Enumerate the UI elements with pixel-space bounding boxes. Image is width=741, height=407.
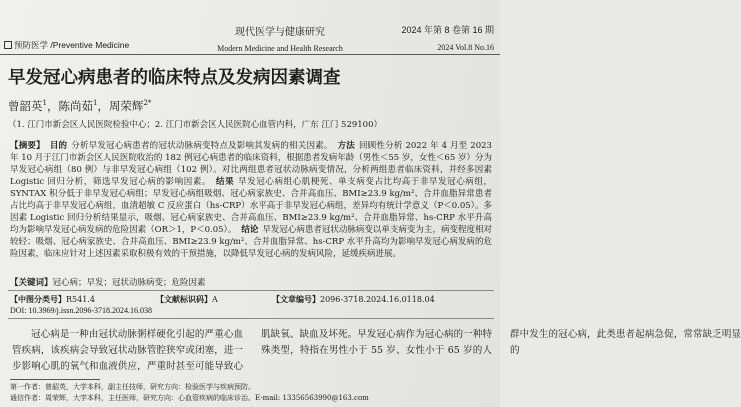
author-affiliation-mark: 2* <box>143 99 152 107</box>
article-title: 早发冠心病患者的临床特点及发病因素调查 <box>8 68 341 88</box>
document-code-label: 【文献标识码】 <box>156 295 212 304</box>
author-name: 陈尚茹 <box>58 99 93 113</box>
keywords-text: 冠心病；早发；冠状动脉病变；危险因素 <box>52 278 206 288</box>
keywords <box>10 276 206 288</box>
footnote-first-author: 第一作者：曾韶英，大学本科，副主任技师，研究方向：检验医学与疾病预防。 <box>10 383 255 391</box>
header-rule <box>0 54 500 55</box>
abstract-text-conclusion: 早发冠心病患者冠状动脉病变以单支病变为主，病变程度相对较轻；吸烟、冠心病家族史、合并高血压、BMI≥23.9 kg/m²、合并血脂异常、hs-CRP 水平升高均为影响早发冠心病发病的危险因素，临床应针对上述因素采取积极有效的干预措施，以降低早发冠心病的发病风险，延缓疾病进展。 <box>10 225 492 259</box>
abstract-text-objective: 分析早发冠心病患者的冠状动脉病变特点及影响其发病的相关因素。 <box>71 141 333 151</box>
author-name: 周荣辉 <box>108 99 144 113</box>
clc-number <box>10 294 95 305</box>
author-affiliation-mark: 1 <box>92 99 98 107</box>
section-name: 预防医学 /Preventive Medicine <box>14 40 130 50</box>
journal-name <box>180 23 380 53</box>
footnote-rule <box>10 379 100 380</box>
journal-name-en: Modern Medicine and Health Research <box>217 44 343 53</box>
document-code-value: A <box>212 295 218 304</box>
square-marker-icon <box>4 41 12 49</box>
article-number <box>272 294 435 305</box>
author-affiliation-mark: 1 <box>42 99 47 107</box>
classification-row <box>10 294 494 305</box>
clc-label: 【中图分类号】 <box>10 295 66 304</box>
abstract-heading-objective: 目的 <box>49 141 68 151</box>
author-list <box>8 98 151 114</box>
journal-name-cn: 现代医学与健康研究 <box>235 27 325 38</box>
abstract-heading-results: 结果 <box>216 177 235 187</box>
clc-value: R541.4 <box>66 295 95 304</box>
document-code <box>156 294 218 305</box>
issue-info-cn: 2024 年第 8 卷第 16 期 <box>401 25 494 35</box>
doi: DOI: 10.3969/j.issn.2096-3718.2024.16.038 <box>10 306 152 315</box>
abstract-heading-conclusion: 结论 <box>241 225 259 235</box>
footnote-corresponding-author: 通信作者：周荣辉，大学本科，主任医师，研究方向：心血管疾病的临床诊治。E-mail: 13356563990@163.com <box>10 393 369 402</box>
article-number-label: 【文章编号】 <box>272 295 320 304</box>
keywords-label: 【关键词】 <box>10 278 53 288</box>
affiliation: （1. 江门市新会区人民医院检验中心；2. 江门市新会区人民医院心血管内科，广东 江门 529100） <box>8 120 382 130</box>
author-name: 曾韶英 <box>8 99 43 113</box>
author-separator: ， <box>46 99 59 113</box>
issue-info <box>401 23 494 52</box>
abstract-text-methods: 回顾性分析 2022 年 4 月至 2023 年 10 月于江门市新会区人民医院收治的 182 例冠心病患者的临床资料，根据患者发病年龄（男性＜55 岁，女性＜65 岁）分为早发冠心病组（80 例）与非早发冠心病组（102 例）。对比两组患者冠状动脉病变情况，分析两组患者临床资料，并经多因素 Logistic 回归分析，筛选早发冠心病的影响因素。 <box>10 141 492 187</box>
body-text: 冠心病是一种由冠状动脉粥样硬化引起的严重心血管疾病，该疾病会导致冠状动脉管腔狭窄或闭塞，进一步影响心肌的氧气和血液供应，严重时甚至可能导致心肌缺氧、缺血及坏死。早发冠心病作为冠心病的一种特殊类型，特指在男性小于 55 岁、女性小于 65 岁的人群中发生的冠心病，此类患者起病急促，常常缺乏明显的 <box>12 329 741 372</box>
issue-info-en: 2024 Vol.8 No.16 <box>437 43 494 52</box>
abstract-heading-methods: 方法 <box>337 141 356 151</box>
author-separator: ， <box>97 99 109 113</box>
article-number-value: 2096-3718.2024.16.0118.04 <box>320 295 435 304</box>
section-header <box>4 39 129 51</box>
abstract-text-results: 早发冠心病组心肌梗死、单支病变占比均高于非早发冠心病组，SYNTAX 积分低于非早发冠心病组；早发冠心病组吸烟、冠心病家族史、合并高血压、BMI≥23.9 kg/m²、合并血脂异常患者占比均高于非早发冠心病组，血清超敏 C 反应蛋白（hs-CRP）水平高于非早发冠心病组，差异均有统计学意义（P＜0.05）。多因素 Logistic 回归分析结果显示，吸烟、冠心病家族史、合并高血压、BMI≥23.9 kg/m²、合并血脂异常、hs-CRP 水平升高均为影响早发冠心病发病的危险因素（OR＞1，P＜0.05）。 <box>10 177 492 235</box>
abstract-label: 【摘要】 <box>10 141 45 151</box>
abstract <box>10 140 492 274</box>
meta-rule-top <box>8 290 494 291</box>
meta-rule-bottom <box>8 318 494 319</box>
footnotes <box>10 382 494 403</box>
